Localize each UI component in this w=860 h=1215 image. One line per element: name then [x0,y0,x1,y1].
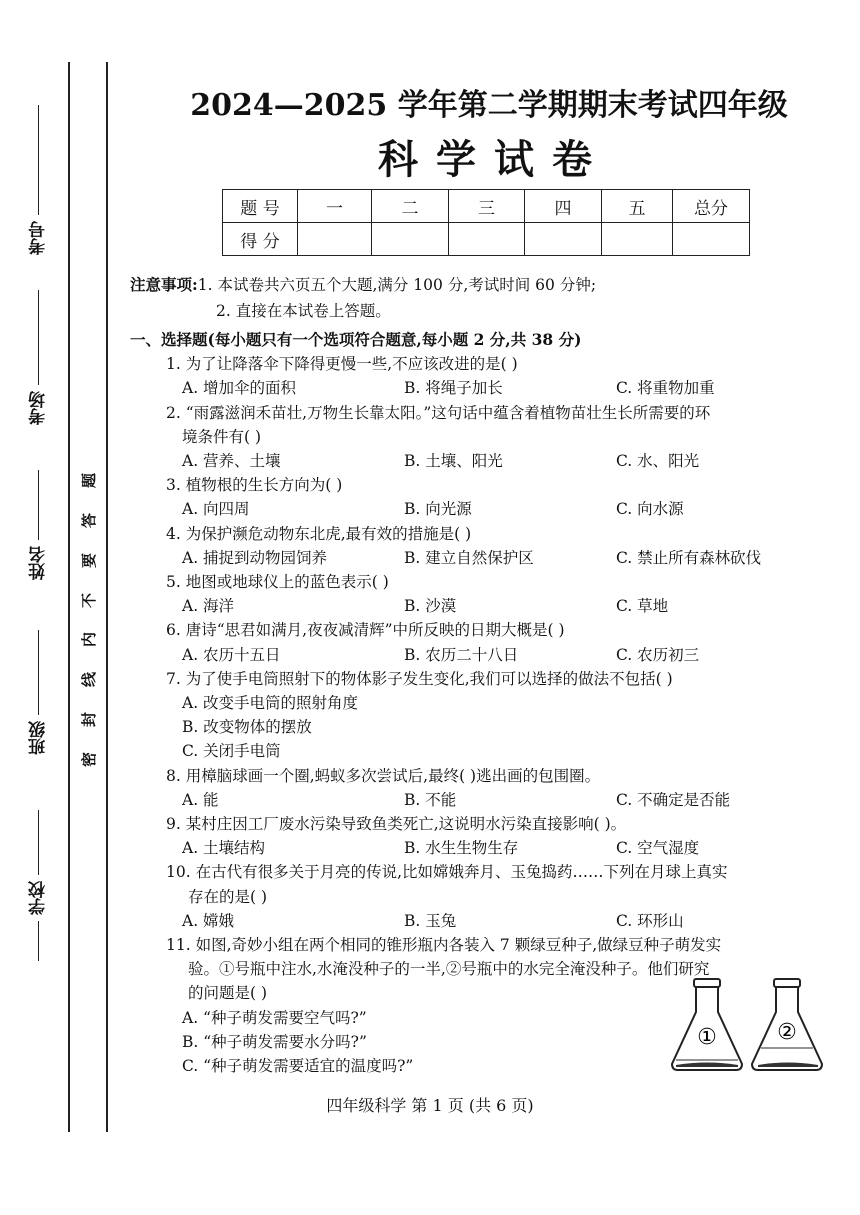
option-row [130,449,842,473]
answer-option: C. 农历初三 [616,645,700,664]
exam-room-label: 考场 [28,391,49,425]
answer-option: C. “种子萌发需要适宜的温度吗?” [182,1057,414,1076]
score-entry-cell[interactable] [298,223,372,256]
answer-option: A. 能 [182,790,219,809]
flask-2-icon [752,979,822,1070]
answer-option: C. 将重物加重 [616,379,715,398]
question-item [130,764,842,812]
answer-option: B. 建立自然保护区 [404,548,534,567]
name-label: 姓名 [28,546,49,580]
exam-header [128,80,840,185]
score-cell-header: 总分 [673,190,750,223]
question-stem: 6. 唐诗“思君如满月,夜夜减清辉”中所反映的日期大概是( ) [166,621,565,640]
score-cell-header: 一 [298,190,372,223]
question-stem: 的问题是( ) [188,984,268,1003]
option-row [130,909,842,933]
exam-number-field[interactable] [18,105,58,261]
answer-option: A. 增加伞的面积 [182,379,297,398]
exam-number-label: 考号 [28,221,49,255]
score-cell-label: 得 分 [223,223,298,256]
answer-option: A. 向四周 [182,500,250,519]
notes-heading: 注意事项: [130,275,198,294]
binding-line-inner [106,62,108,1132]
seal-char: 内 [80,632,99,648]
seal-char: 线 [80,672,99,688]
option-row [130,836,842,860]
question-item [130,812,842,860]
flask-2-label: ② [777,1020,797,1045]
seal-char: 要 [80,552,99,568]
score-entry-cell[interactable] [673,223,750,256]
answer-option: C. 水、阳光 [616,452,700,471]
question-stem: 10. 在古代有很多关于月亮的传说,比如嫦娥奔月、玉兔捣药……下列在月球上真实 [166,863,728,882]
answer-option: B. 水生生物生存 [404,839,519,858]
flask-1-label: ① [697,1025,717,1050]
question-stem: 7. 为了使手电筒照射下的物体影子发生变化,我们可以选择的做法不包括( ) [166,669,673,688]
option-row [130,376,842,400]
score-cell-header: 四 [525,190,602,223]
answer-option: A. 嫦娥 [182,911,235,930]
question-stem: 2. “雨露滋润禾苗壮,万物生长靠太阳。”这句话中蕴含着植物苗壮生长所需要的环 [166,403,711,422]
question-stem: 8. 用樟脑球画一个圈,蚂蚁多次尝试后,最终( )逃出画的包围圈。 [166,766,601,785]
exam-room-field[interactable] [18,290,58,431]
option-row [130,788,842,812]
option-row [130,546,842,570]
section-title: 一、选择题(每小题只有一个选项符合题意,每小题 2 分,共 38 分) [130,330,582,349]
seal-char: 题 [80,472,99,489]
answer-option: A. 海洋 [182,597,235,616]
question-stem: 9. 某村庄因工厂废水污染导致鱼类死亡,这说明水污染直接影响( )。 [166,815,627,834]
section-choice-questions [130,328,842,1078]
question-stem: 境条件有( ) [182,427,262,446]
flask-experiment-figure [668,976,828,1076]
answer-option: A. 土壤结构 [182,839,266,858]
answer-option: C. 关闭手电筒 [182,742,281,761]
score-entry-cell[interactable] [525,223,602,256]
score-entry-cell[interactable] [602,223,673,256]
question-list [130,352,842,1078]
flask-1-icon [672,979,742,1070]
option-row [130,643,842,667]
answer-option: B. 玉兔 [404,911,457,930]
question-item [130,473,842,521]
score-cell-label: 题 号 [223,190,298,223]
option-row [130,594,842,618]
question-stem: 5. 地图或地球仪上的蓝色表示( ) [166,573,389,592]
notes-item: 2. 直接在本试卷上答题。 [216,302,391,320]
question-item [130,522,842,570]
class-label: 班级 [28,721,49,755]
answer-option: C. 空气湿度 [616,839,700,858]
answer-option: C. 不确定是否能 [616,790,731,809]
question-stem: 4. 为保护濒危动物东北虎,最有效的措施是( ) [166,524,472,543]
exam-subject-title: 科学试卷 [378,136,610,183]
binding-line-outer [68,62,70,1132]
class-field[interactable] [18,630,58,761]
school-label: 学校 [28,881,49,915]
score-table [222,189,750,256]
exam-notes [130,272,830,324]
score-cell-header: 三 [449,190,525,223]
answer-option: B. 土壤、阳光 [404,452,503,471]
seal-char: 密 [80,751,99,767]
answer-option: A. 营养、土壤 [182,452,281,471]
question-item [130,618,842,666]
question-item [130,352,842,400]
answer-option: C. 向水源 [616,500,684,519]
exam-title: 2024—2025 学年第二学期期末考试四年级 [190,88,788,123]
answer-option: A. 改变手电筒的照射角度 [182,694,359,713]
seal-char: 封 [80,712,99,728]
score-table-score-row [223,223,750,256]
notes-item: 1. 本试卷共六页五个大题,满分 100 分,考试时间 60 分钟; [197,276,597,294]
score-cell-header: 五 [602,190,673,223]
seal-notice [76,470,102,770]
seal-char: 答 [80,512,99,528]
question-item [130,667,842,764]
answer-option: B. 改变物体的摆放 [182,718,312,737]
answer-option: B. “种子萌发需要水分吗?” [182,1032,367,1051]
question-stem: 1. 为了让降落伞下降得更慢一些,不应该改进的是( ) [166,355,518,374]
option-row [130,497,842,521]
binding-margin [0,0,120,1215]
question-item [130,860,842,933]
answer-option: A. 捕捉到动物园饲养 [182,548,328,567]
answer-option: C. 环形山 [616,911,684,930]
seal-char: 不 [80,592,99,608]
answer-option: B. 农历二十八日 [404,645,519,664]
question-stem: 3. 植物根的生长方向为( ) [166,476,343,495]
school-field[interactable] [18,810,58,961]
answer-option: C. 草地 [616,597,669,616]
question-stem: 验。①号瓶中注水,水淹没种子的一半,②号瓶中的水完全淹没种子。他们研究 [188,960,710,979]
page-footer: 四年级科学 第 1 页 (共 6 页) [326,1096,534,1115]
question-stem: 存在的是( ) [188,887,268,906]
score-entry-cell[interactable] [449,223,525,256]
question-stem: 11. 如图,奇妙小组在两个相同的锥形瓶内各装入 7 颗绿豆种子,做绿豆种子萌发实 [166,936,722,955]
answer-option: B. 将绳子加长 [404,379,503,398]
answer-option: B. 向光源 [404,500,472,519]
question-item [130,570,842,618]
answer-option: A. “种子萌发需要空气吗?” [182,1008,367,1027]
question-item [130,401,842,474]
answer-option: B. 不能 [404,790,457,809]
score-cell-header: 二 [372,190,449,223]
answer-option: B. 沙漠 [404,597,457,616]
score-table-header-row [223,190,750,223]
answer-option: C. 禁止所有森林砍伐 [616,548,762,567]
answer-option: A. 农历十五日 [182,645,281,664]
name-field[interactable] [18,470,58,586]
score-entry-cell[interactable] [372,223,449,256]
